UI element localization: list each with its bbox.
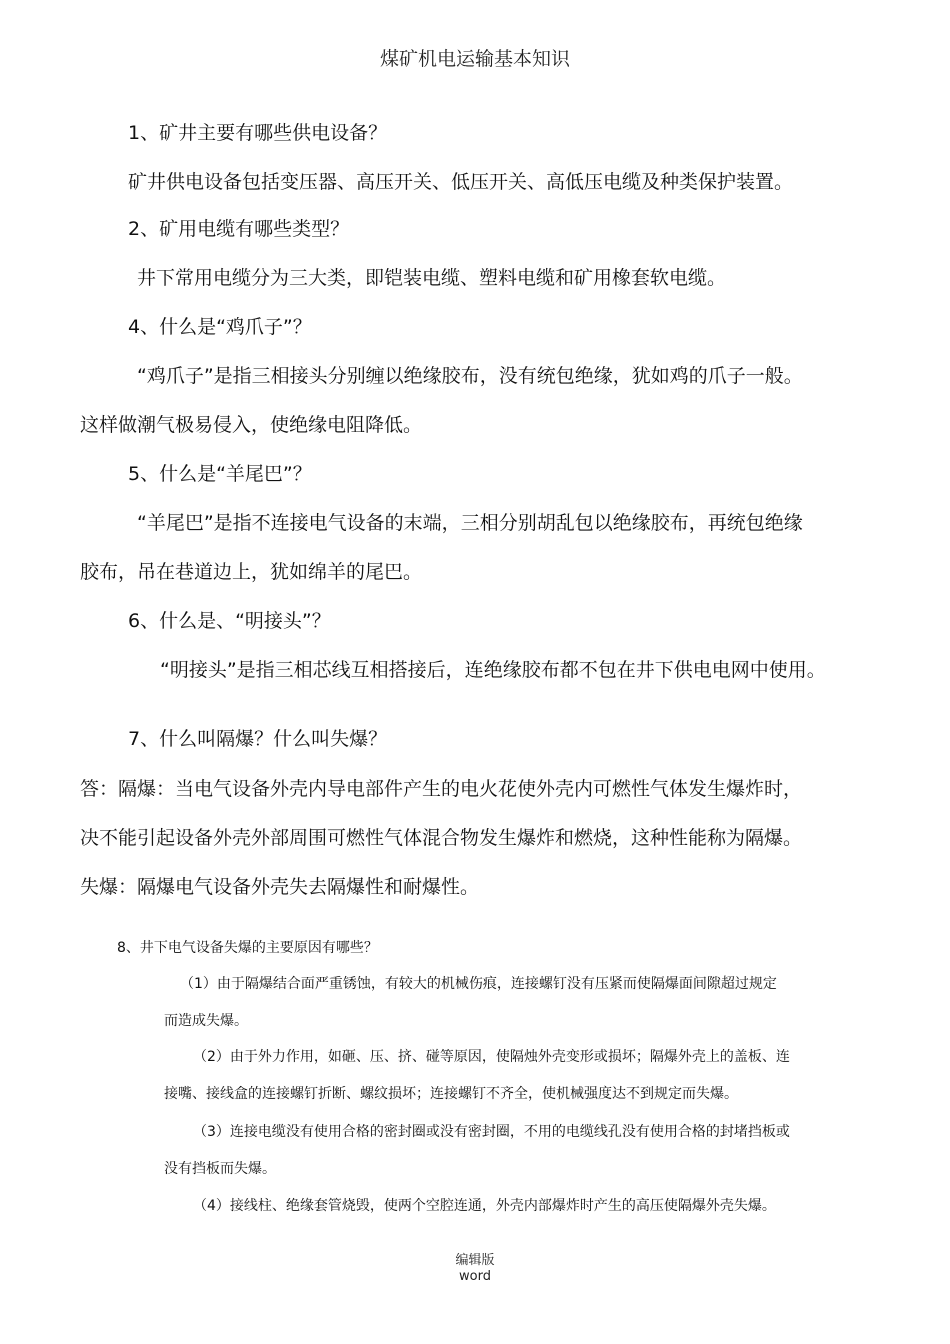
question-8: 8、井下电气设备失爆的主要原因有哪些？ — [117, 940, 378, 956]
question-7: 7、什么叫隔爆？什么叫失爆？ — [128, 728, 388, 750]
reason-3-line-1: （3）连接电缆没有使用合格的密封圈或没有密封圈，不用的电缆线孔没有使用合格的封堵挡板或 — [193, 1124, 790, 1140]
question-2: 2、矿用电缆有哪些类型？ — [128, 218, 350, 240]
answer-4-line-2: 这样做潮气极易侵入，使绝缘电阻降低。 — [80, 414, 423, 436]
answer-1: 矿井供电设备包括变压器、高压开关、低压开关、高低压电缆及种类保护装置。 — [128, 171, 794, 193]
answer-4-line-1: “鸡爪子”是指三相接头分别缠以绝缘胶布，没有统包绝缘，犹如鸡的爪子一般。 — [137, 365, 803, 387]
reason-4: （4）接线柱、绝缘套管烧毁，使两个空腔连通，外壳内部爆炸时产生的高压使隔爆外壳失爆。 — [193, 1198, 776, 1214]
answer-7-line-1: 答：隔爆：当电气设备外壳内导电部件产生的电火花使外壳内可燃性气体发生爆炸时， — [80, 778, 803, 800]
answer-2: 井下常用电缆分为三大类，即铠装电缆、塑料电缆和矿用橡套软电缆。 — [137, 267, 727, 289]
reason-3-line-2: 没有挡板而失爆。 — [164, 1161, 276, 1177]
reason-2-line-1: （2）由于外力作用，如砸、压、挤、碰等原因，使隔烛外壳变形或损坏；隔爆外壳上的盖板、连 — [193, 1049, 790, 1065]
answer-5-line-1: “羊尾巴”是指不连接电气设备的末端，三相分别胡乱包以绝缘胶布，再统包绝缘 — [137, 512, 803, 534]
question-4: 4、什么是“鸡爪子”？ — [128, 316, 312, 338]
footer-edition-label: 编辑版 — [455, 1253, 495, 1268]
footer-format-label: word — [459, 1269, 491, 1284]
question-6: 6、什么是、“明接头”？ — [128, 610, 331, 632]
question-5: 5、什么是“羊尾巴”？ — [128, 463, 312, 485]
question-1: 1、矿井主要有哪些供电设备？ — [128, 122, 388, 144]
page-title: 煤矿机电运输基本知识 — [379, 48, 570, 70]
answer-7-line-2: 决不能引起设备外壳外部周围可燃性气体混合物发生爆炸和燃烧，这种性能称为隔爆。 — [80, 827, 803, 849]
reason-1-line-2: 而造成失爆。 — [164, 1013, 248, 1029]
answer-7-line-3: 失爆：隔爆电气设备外壳失去隔爆性和耐爆性。 — [80, 876, 480, 898]
reason-2-line-2: 接嘴、接线盒的连接螺钉折断、螺纹损坏；连接螺钉不齐全，使机械强度达不到规定而失爆。 — [164, 1086, 738, 1102]
answer-6: “明接头”是指三相芯线互相搭接后，连绝缘胶布都不包在井下供电电网中使用。 — [160, 659, 826, 681]
answer-5-line-2: 胶布，吊在巷道边上，犹如绵羊的尾巴。 — [80, 561, 423, 583]
reason-1-line-1: （1）由于隔爆结合面严重锈蚀，有较大的机械伤痕，连接螺钉没有压紧而使隔爆面间隙超过规定 — [180, 976, 777, 992]
